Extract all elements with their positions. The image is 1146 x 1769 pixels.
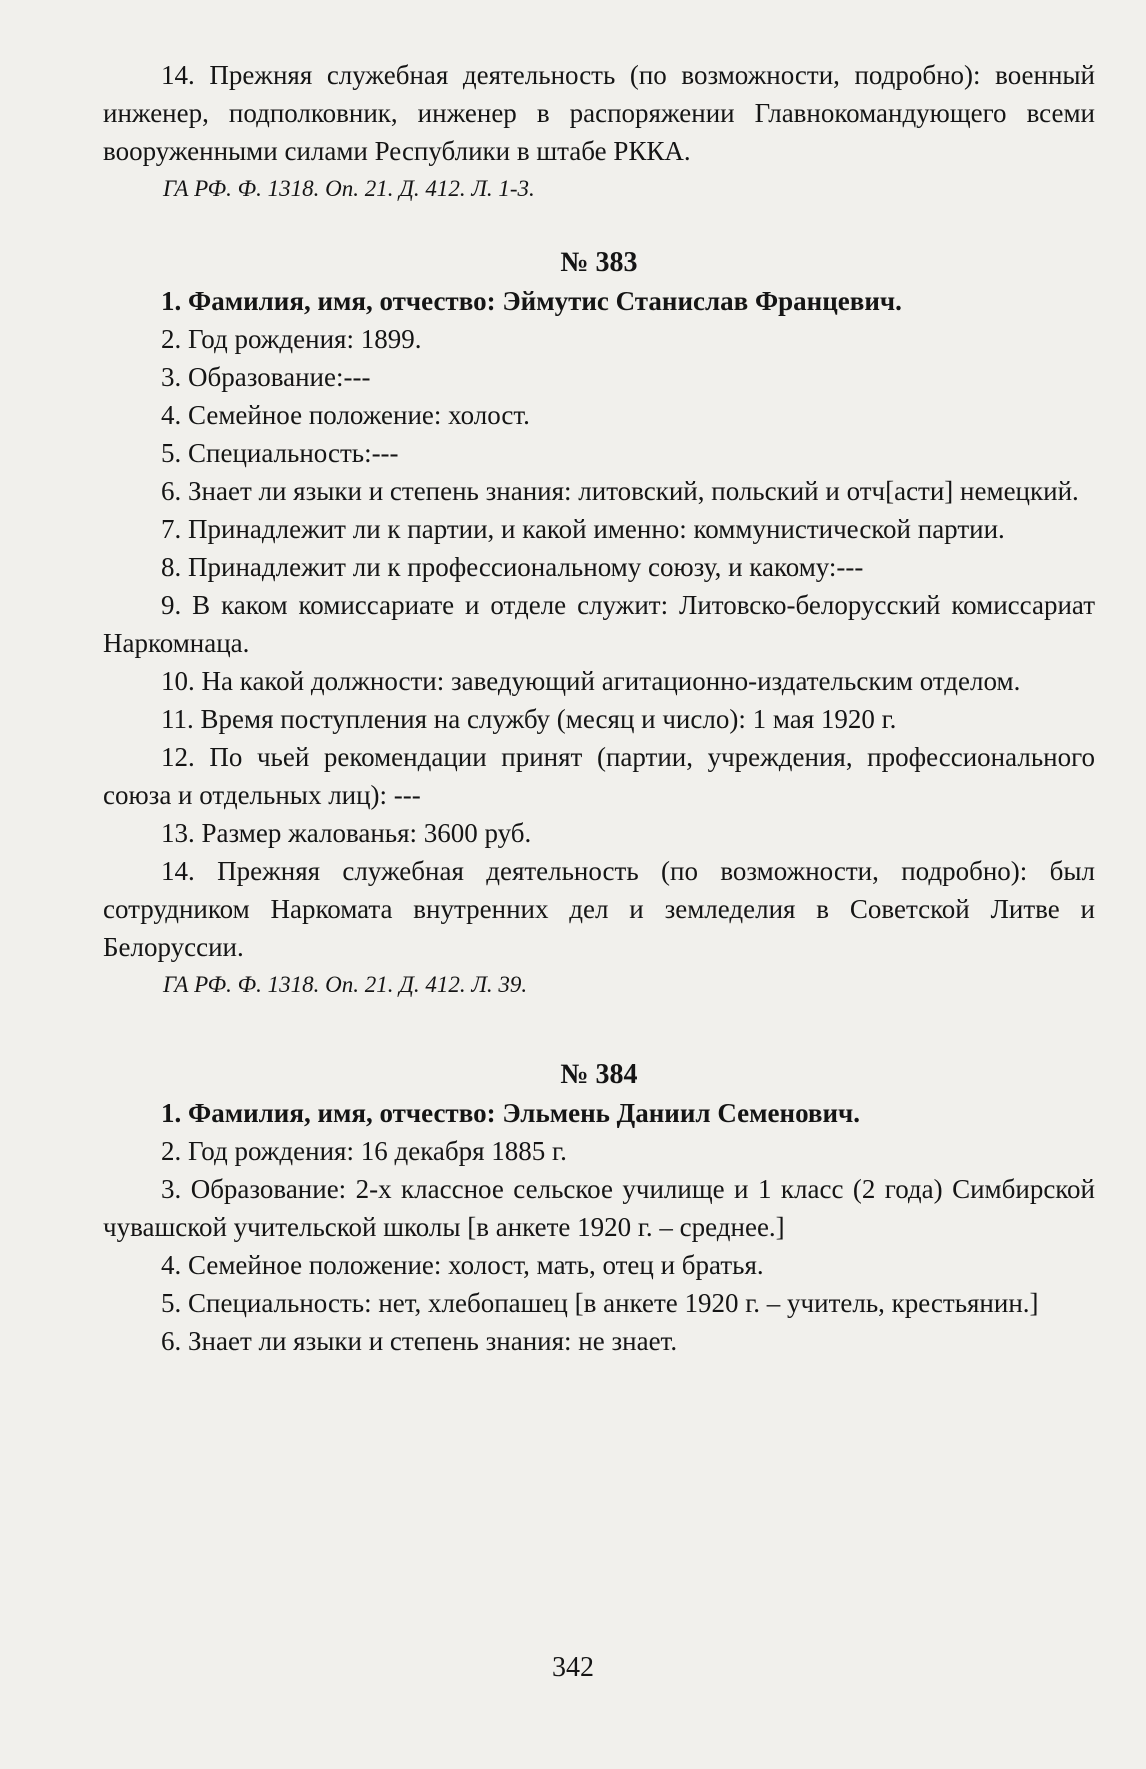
doc383-item-5: 5. Специальность:--- — [161, 438, 399, 468]
document-number-383: № 383 — [560, 247, 638, 278]
doc383-item-3: 3. Образование:--- — [161, 362, 371, 392]
doc383-item-4: 4. Семейное положение: холост. — [161, 400, 530, 430]
doc384-item-5: 5. Специальность: нет, хлебопашец [в анкете 1920 г. – учитель, крестьянин.] — [161, 1288, 1039, 1318]
doc384-item-3: 3. Образование: 2-х классное сельское училище и 1 класс (2 года) Симбирской чувашской учительской школы [в анкете 1920 г. – среднее.] — [103, 1174, 1095, 1242]
doc383-item-10: 10. На какой должности: заведующий агитационно-издательским отделом. — [161, 666, 1021, 696]
doc383-item-8: 8. Принадлежит ли к профессиональному союзу, и какому:--- — [161, 552, 864, 582]
doc383-item-13: 13. Размер жалованья: 3600 руб. — [161, 818, 532, 848]
archive-reference-383: ГА РФ. Ф. 1318. Оп. 21. Д. 412. Л. 39. — [163, 972, 528, 997]
archive-reference-382: ГА РФ. Ф. 1318. Оп. 21. Д. 412. Л. 1-3. — [163, 176, 535, 201]
doc384-item-2: 2. Год рождения: 16 декабря 1885 г. — [161, 1136, 567, 1166]
doc384-item-6: 6. Знает ли языки и степень знания: не знает. — [161, 1326, 678, 1356]
document-number-384: № 384 — [560, 1059, 638, 1090]
doc383-item-12: 12. По чьей рекомендации принят (партии, учреждения, профессионального союза и отдельных лиц): --- — [103, 742, 1095, 810]
page-text — [103, 56, 1095, 1360]
prev-item-14: 14. Прежняя служебная деятельность (по возможности, подробно): военный инженер, подполковник, инженер в распоряжении Главнокомандующего всеми вооруженными силами Республики в штабе РККА. — [103, 60, 1095, 166]
doc384-item-4: 4. Семейное положение: холост, мать, отец и братья. — [161, 1250, 764, 1280]
page-number: 342 — [552, 1652, 594, 1683]
doc383-item-2: 2. Год рождения: 1899. — [161, 324, 422, 354]
doc383-item-11: 11. Время поступления на службу (месяц и число): 1 мая 1920 г. — [161, 704, 897, 734]
doc383-item-7: 7. Принадлежит ли к партии, и какой именно: коммунистической партии. — [161, 514, 1005, 544]
doc383-item-14: 14. Прежняя служебная деятельность (по возможности, подробно): был сотрудником Наркомата внутренних дел и земледелия в Советской Литве и Белоруссии. — [103, 856, 1095, 962]
doc384-item-1: 1. Фамилия, имя, отчество: Эльмень Даниил Семенович. — [161, 1098, 861, 1128]
doc383-item-1: 1. Фамилия, имя, отчество: Эймутис Станислав Францевич. — [161, 286, 902, 316]
doc383-item-6: 6. Знает ли языки и степень знания: литовский, польский и отч[асти] немецкий. — [161, 476, 1079, 506]
doc383-item-9: 9. В каком комиссариате и отделе служит: Литовско-белорусский комиссариат Наркомнаца. — [103, 590, 1095, 658]
